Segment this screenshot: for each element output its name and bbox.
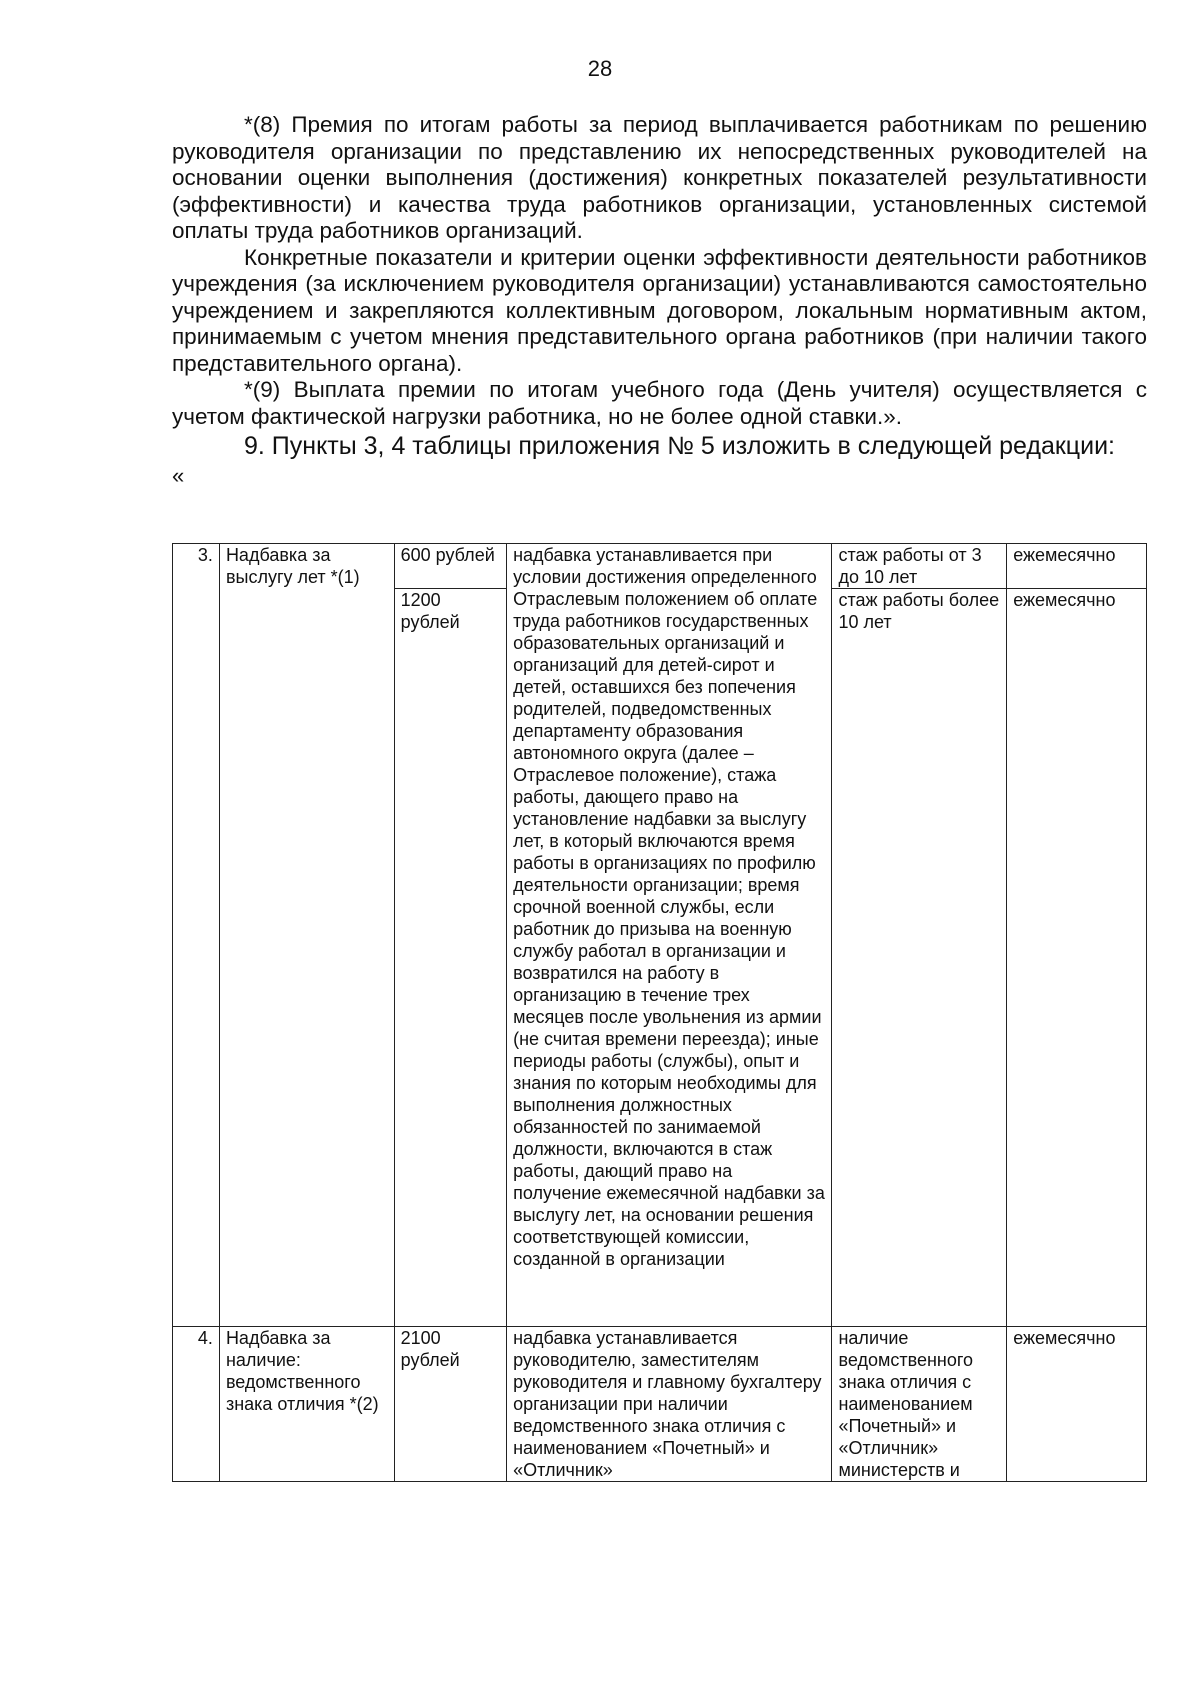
paragraph-item-9: 9. Пункты 3, 4 таблицы приложения № 5 изложить в следующей редакции:	[244, 432, 1115, 460]
table-row	[173, 1327, 1147, 1482]
allowance-description: надбавка устанавливается руководителю, заместителям руководителя и главному бухгалтеру организации при наличии ведомственного знака отличия с наименованием «Почетный» и «Отличник»	[507, 1327, 832, 1482]
paragraph-premium-9: *(9) Выплата премии по итогам учебного года (День учителя) осуществляется с учетом фактической нагрузки работника, но не более одной ставки.».	[172, 377, 1147, 429]
paragraph-criteria: Конкретные показатели и критерии оценки эффективности деятельности работников учреждения (за исключением руководителя организации) устанавливаются самостоятельно учреждением и закрепляются коллективным договором, локальным нормативным актом, принимаемым с учетом мнения представительного органа работников (при наличии такого представительного органа).	[172, 244, 1147, 376]
paragraph-premium-8: *(8) Премия по итогам работы за период выплачивается работникам по решению руководителя организации по представлению их непосредственных руководителей на основании оценки выполнения (достижения) конкретных показателей результативности (эффективности) и качества труда работников организации, установленных системой оплаты труда работников организаций.	[172, 112, 1147, 243]
allowance-description: надбавка устанавливается при условии достижения определенного Отраслевым положением об оплате труда работников государственных образовательных организаций и организаций для детей-сирот и детей, оставшихся без попечения родителей, подведомственных департаменту образования автономного округа (далее – Отраслевое положение), стажа работы, дающего право на установление надбавки за выслугу лет, в который включаются время работы в организациях по профилю деятельности организации; время срочной военной службы, если работник до призыва на военную службу работал в организации и возвратился на работу в организацию в течение трех месяцев после увольнения из армии (не считая времени переезда); иные периоды работы (службы), опыт и знания по которым необходимы для выполнения должностных обязанностей по занимаемой должности, включаются в стаж работы, дающий право на получение ежемесячной надбавки за выслугу лет, на основании решения соответствующей комиссии, созданной в организации	[507, 544, 832, 1327]
row-number: 3.	[173, 544, 220, 1327]
allowance-amount: 2100 рублей	[394, 1327, 506, 1482]
allowance-frequency: ежемесячно	[1007, 589, 1147, 1327]
allowance-condition: наличие ведомственного знака отличия с наименованием «Почетный» и «Отличник» министерств и	[832, 1327, 1007, 1482]
page-number: 28	[587, 56, 613, 81]
allowance-name: Надбавка за выслугу лет *(1)	[219, 544, 394, 1327]
table-row	[173, 544, 1147, 589]
allowance-frequency: ежемесячно	[1007, 1327, 1147, 1482]
allowance-condition: стаж работы более 10 лет	[832, 589, 1007, 1327]
allowances-table	[172, 543, 1147, 1482]
allowance-name: Надбавка за наличие: ведомственного знака отличия *(2)	[219, 1327, 394, 1482]
row-number: 4.	[173, 1327, 220, 1482]
body-text	[172, 112, 1147, 488]
allowance-frequency: ежемесячно	[1007, 544, 1147, 589]
opening-quote: «	[172, 463, 185, 488]
allowance-amount: 1200 рублей	[394, 589, 506, 1327]
allowance-amount: 600 рублей	[394, 544, 506, 589]
allowance-condition: стаж работы от 3 до 10 лет	[832, 544, 1007, 589]
